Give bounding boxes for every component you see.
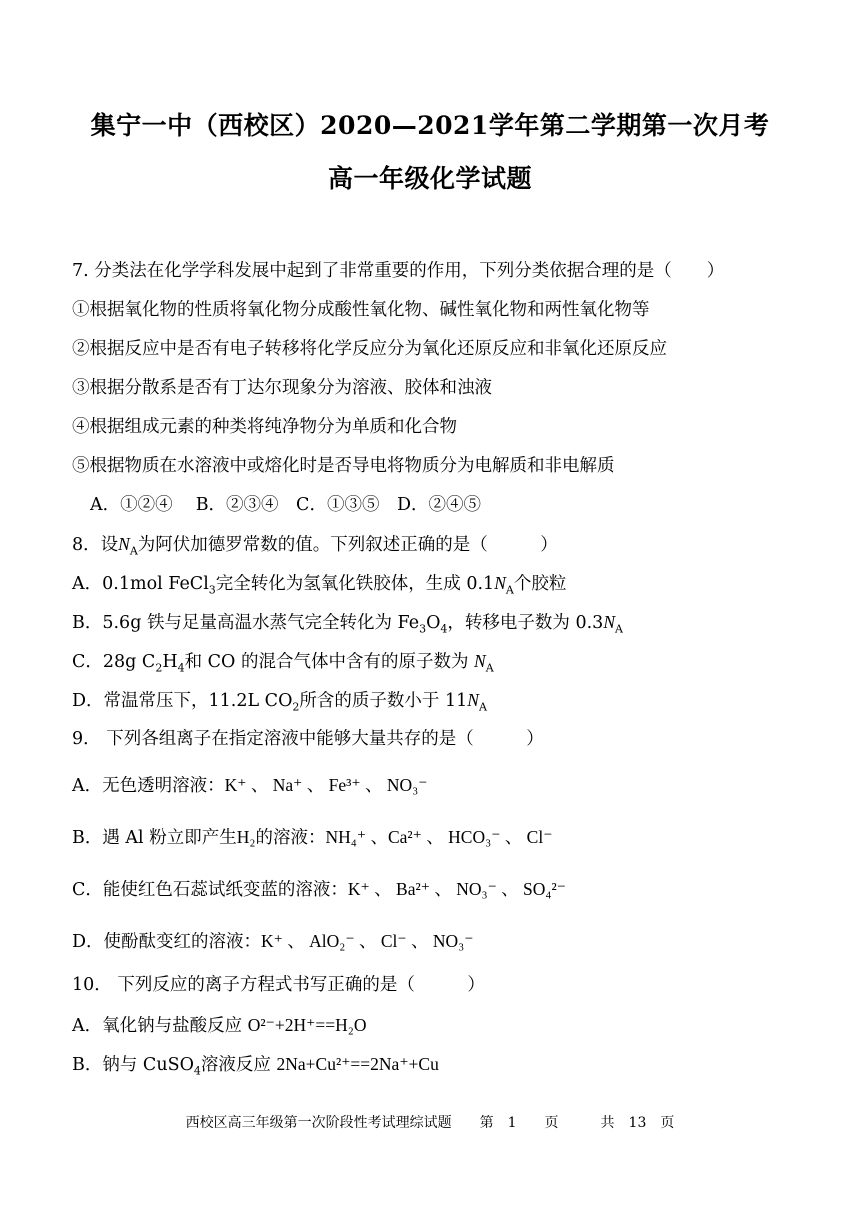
q7-item-1: ①根据氧化物的性质将氧化物分成酸性氧化物、碱性氧化物和两性氧化物等 — [72, 300, 650, 320]
q8-stem-a: 8．设 — [72, 535, 119, 555]
page-footer: 西校区高三年级第一次阶段性考试理综试题 第 1 页 共 13 页 — [185, 1115, 675, 1131]
q9-d-text: D．使酚酞变红的溶液： — [72, 932, 262, 952]
q10-a-equation: O²⁻+2H⁺==H₂O — [247, 1015, 367, 1035]
q8-a-sub: 3 — [208, 583, 216, 597]
q9-b-mid: 的溶液： — [255, 828, 326, 848]
q8-b-sub2: 4 — [440, 622, 448, 636]
q9-b-text: B．遇 Al 粉立即产生 — [72, 828, 237, 848]
q8-option-a — [72, 572, 566, 595]
na-symbol: N — [118, 534, 130, 554]
q8-b-text3: ，转移电子数为 0.3 — [447, 613, 604, 633]
q8-c-sub2: 4 — [177, 661, 185, 675]
q8-a-text3: 个胶粒 — [513, 574, 567, 594]
q10-option-a — [72, 1014, 366, 1037]
q8-d-text2: 所含的质子数小于 11 — [299, 691, 468, 711]
q10-b-sub: 4 — [193, 1064, 201, 1078]
q9-option-b — [72, 826, 552, 849]
q8-option-b — [72, 611, 623, 634]
q7-item-2: ②根据反应中是否有电子转移将化学反应分为氧化还原反应和非氧化还原反应 — [72, 339, 667, 359]
na-subscript: A — [505, 583, 514, 597]
q7-item-5: ⑤根据物质在水溶液中或熔化时是否导电将物质分为电解质和非电解质 — [72, 456, 615, 476]
q9-a-ions: K⁺ 、 Na⁺ 、 Fe³⁺ 、 NO₃⁻ — [224, 775, 428, 795]
q8-stem — [72, 533, 558, 556]
na-subscript: A — [129, 544, 138, 558]
q8-b-text1: B．5.6g 铁与足量高温水蒸气完全转化为 Fe — [72, 613, 420, 633]
q10-option-b — [72, 1053, 439, 1076]
q9-option-a — [72, 774, 428, 797]
exam-title: 集宁一中（西校区）2020—2021学年第二学期第一次月考 — [90, 111, 770, 140]
q8-option-c — [72, 650, 494, 673]
q9-d-ions: K⁺ 、 AlO₂⁻ 、 Cl⁻ 、 NO₃⁻ — [261, 931, 474, 951]
q8-c-text2: H — [162, 652, 178, 672]
q9-b-ions: NH₄⁺ 、Ca²⁺ 、 HCO₃⁻ 、 Cl⁻ — [325, 827, 553, 847]
q8-d-text1: D．常温常压下，11.2L CO — [72, 691, 293, 711]
q7-stem: 7. 分类法在化学学科发展中起到了非常重要的作用，下列分类依据合理的是（ ） — [72, 261, 725, 281]
q8-option-d — [72, 689, 487, 712]
q9-stem: 9． 下列各组离子在指定溶液中能够大量共存的是（ ） — [72, 729, 544, 749]
q8-a-text1: A．0.1mol FeCl — [72, 574, 209, 594]
q9-option-d — [72, 930, 474, 953]
na-subscript: A — [615, 622, 623, 636]
q8-c-text1: C．28g C — [72, 652, 156, 672]
q9-b-h2: H₂ — [236, 827, 256, 847]
q7-item-4: ④根据组成元素的种类将纯净物分为单质和化合物 — [72, 417, 457, 437]
q10-a-text: A．氧化钠与盐酸反应 — [72, 1016, 243, 1036]
q8-a-text2: 完全转化为氢氧化铁胶体，生成 0.1 — [215, 574, 495, 594]
q8-d-sub: 2 — [292, 700, 300, 714]
q8-b-text2: O — [426, 613, 441, 633]
q9-a-text: A．无色透明溶液： — [72, 776, 225, 796]
q7-item-3: ③根据分散系是否有丁达尔现象分为溶液、胶体和浊液 — [72, 378, 492, 398]
q8-c-text3: 和 CO 的混合气体中含有的原子数为 — [184, 652, 469, 672]
na-symbol: N — [603, 612, 616, 632]
q9-c-ions: K⁺ 、 Ba²⁺ 、 NO₃⁻ 、 SO₄²⁻ — [347, 879, 567, 899]
q7-options: A．①②④ B．②③④ C．①③⑤ D．②④⑤ — [90, 495, 481, 515]
q8-c-sub1: 2 — [155, 661, 163, 675]
q9-option-c — [72, 878, 566, 901]
q10-b-equation: 2Na+Cu²⁺==2Na⁺+Cu — [276, 1054, 439, 1074]
na-subscript: A — [485, 661, 494, 675]
q8-b-sub1: 3 — [419, 622, 427, 636]
na-symbol: N — [494, 573, 506, 593]
exam-subtitle: 高一年级化学试题 — [327, 164, 532, 193]
q10-b-text2: 溶液反应 — [200, 1055, 271, 1075]
q10-stem: 10． 下列反应的离子方程式书写正确的是（ ） — [72, 975, 485, 995]
q9-c-text: C．能使红色石蕊试纸变蓝的溶液： — [72, 880, 348, 900]
na-subscript: A — [478, 700, 487, 714]
q10-b-text1: B．钠与 CuSO — [72, 1055, 194, 1075]
q8-stem-b: 为阿伏加德罗常数的值。下列叙述正确的是（ ） — [137, 535, 558, 555]
na-symbol: N — [474, 651, 486, 671]
na-symbol: N — [467, 690, 479, 710]
